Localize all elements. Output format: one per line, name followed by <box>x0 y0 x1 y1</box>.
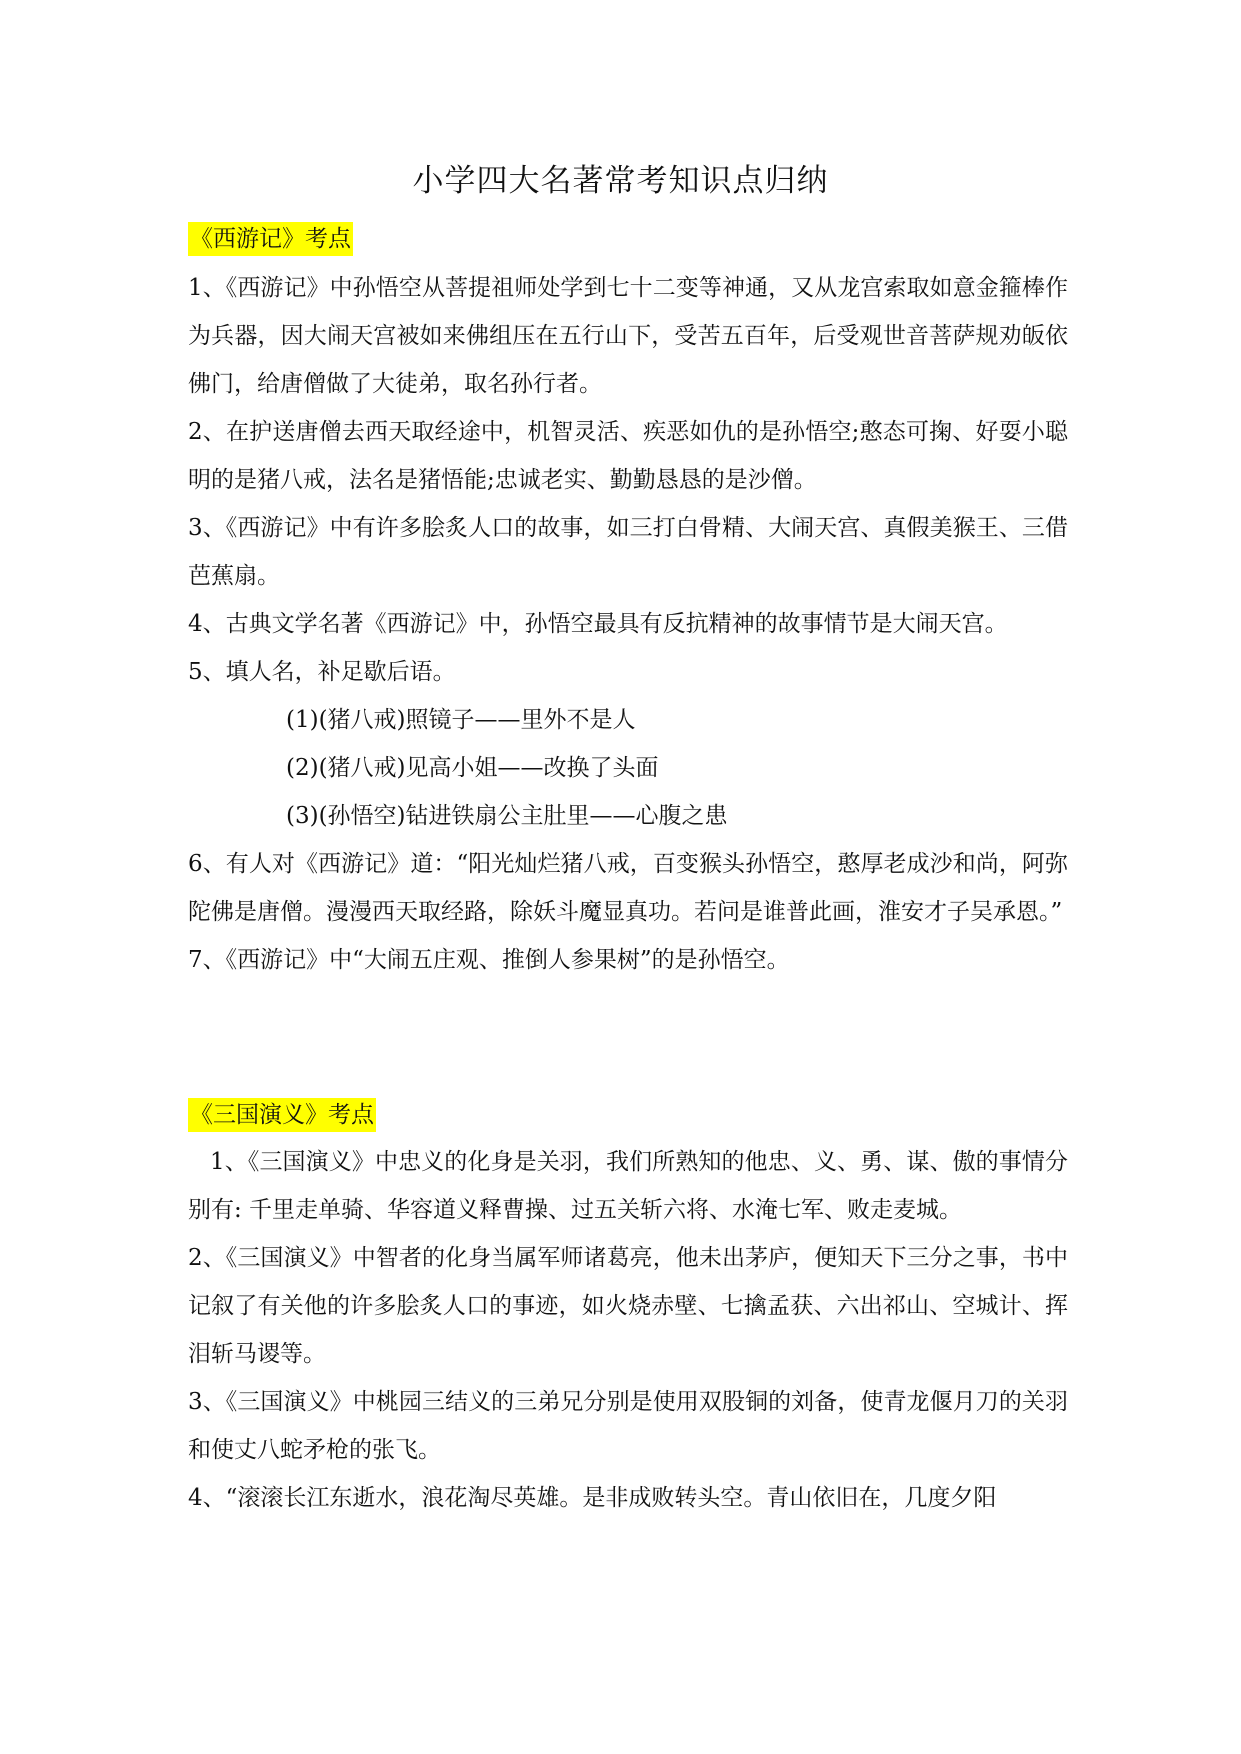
section-heading-xiyouji: 《西游记》考点 <box>188 222 353 256</box>
sub-list-item: (1)(猪八戒)照镜子——里外不是人 <box>286 707 636 733</box>
list-item: 2、在护送唐僧去西天取经途中，机智灵活、疾恶如仇的是孙悟空;憨态可掬、好耍小聪明的是猪八戒，法名是猪悟能;忠诚老实、勤勤恳恳的是沙僧。 <box>188 419 1068 493</box>
page-title: 小学四大名著常考知识点归纳 <box>412 163 829 199</box>
sub-list-item: (2)(猪八戒)见高小姐——改换了头面 <box>286 755 659 781</box>
list-item: 5、填人名，补足歇后语。 <box>188 659 456 685</box>
list-item: 7、《西游记》中“大闹五庄观、推倒人参果树”的是孙悟空。 <box>188 947 790 973</box>
list-item: 4、“滚滚长江东逝水，浪花淘尽英雄。是非成败转头空。青山依旧在，几度夕阳 <box>188 1485 997 1511</box>
list-item: 4、古典文学名著《西游记》中，孙悟空最具有反抗精神的故事情节是大闹天宫。 <box>188 611 1008 637</box>
sub-list-item: (3)(孙悟空)钻进铁扇公主肚里——心腹之患 <box>286 803 728 829</box>
list-item: 3、《三国演义》中桃园三结义的三弟兄分别是使用双股铜的刘备，使青龙偃月刀的关羽和使丈八蛇矛枪的张飞。 <box>188 1389 1068 1463</box>
list-item: 2、《三国演义》中智者的化身当属军师诸葛亮，他未出茅庐，便知天下三分之事，书中记叙了有关他的许多脍炙人口的事迹，如火烧赤壁、七擒孟获、六出祁山、空城计、挥泪斩马谡等。 <box>188 1245 1068 1367</box>
section-xiyouji <box>188 222 1068 984</box>
list-item: 6、有人对《西游记》道：“阳光灿烂猪八戒，百变猴头孙悟空，憨厚老成沙和尚，阿弥陀佛是唐僧。漫漫西天取经路，除妖斗魔显真功。若问是谁普此画，淮安才子吴承恩。” <box>188 851 1068 925</box>
section-sanguoyanyi <box>188 1098 1068 1522</box>
list-item: 1、《西游记》中孙悟空从菩提祖师处学到七十二变等神通，又从龙宫索取如意金箍棒作为兵器，因大闹天宫被如来佛组压在五行山下，受苦五百年，后受观世音菩萨规劝皈依佛门，给唐僧做了大徒弟，取名孙行者。 <box>188 275 1068 397</box>
list-item: 1、《三国演义》中忠义的化身是关羽，我们所熟知的他忠、义、勇、谋、傲的事情分别有: 千里走单骑、华容道义释曹操、过五关斩六将、水淹七军、败走麦城。 <box>188 1149 1068 1223</box>
section-heading-sanguoyanyi: 《三国演义》考点 <box>188 1098 376 1132</box>
list-item: 3、《西游记》中有许多脍炙人口的故事，如三打白骨精、大闹天宫、真假美猴王、三借芭蕉扇。 <box>188 515 1068 589</box>
